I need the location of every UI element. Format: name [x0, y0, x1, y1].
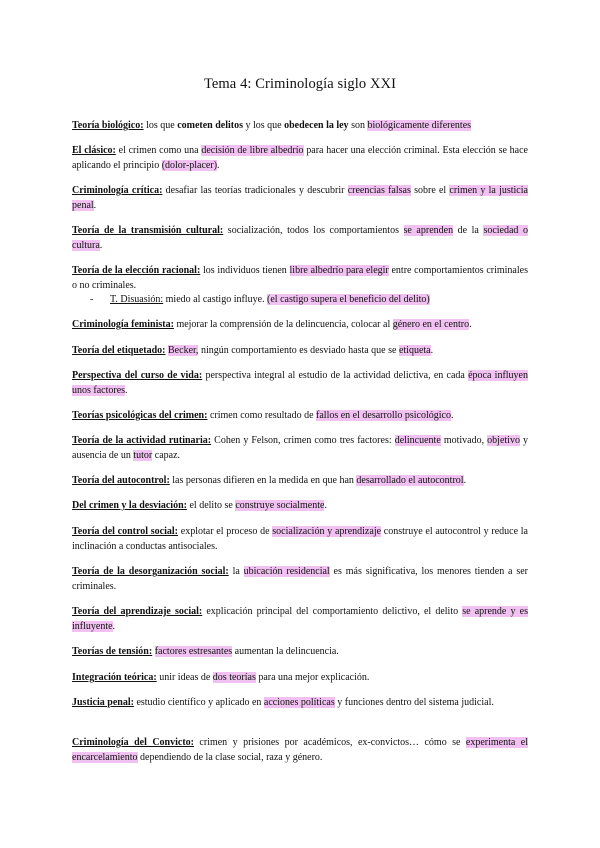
highlight: sociedad o cultura — [72, 225, 528, 251]
highlight: desarrollado el autocontrol — [356, 475, 464, 486]
entry-el-clasico — [72, 143, 528, 173]
entry-desorganizacion-social — [72, 564, 528, 594]
list-dash: - — [90, 294, 94, 305]
entry-teoria-autocontrol — [72, 473, 528, 488]
highlight: época influyen unos factores — [72, 370, 528, 396]
subentry-disuasion — [90, 292, 430, 307]
entry-term: El clásico: — [72, 145, 116, 156]
highlight: creencias falsas — [347, 185, 411, 196]
highlight: libre albedrío para elegir — [289, 265, 389, 276]
highlight: (dolor-placer) — [161, 160, 218, 171]
highlight: construye socialmente — [235, 500, 325, 511]
entry-teoria-biologico — [72, 118, 528, 133]
highlight: Becker, — [168, 345, 199, 356]
entry-eleccion-racional — [72, 263, 528, 293]
entry-term: Criminología crítica: — [72, 185, 163, 196]
entry-text: aumentan la delincuencia. — [232, 646, 339, 657]
entry-term: Teorías psicológicas del crimen: — [72, 410, 208, 421]
entry-text: explotar el proceso de — [178, 526, 273, 537]
entry-criminologia-convicto — [72, 735, 528, 765]
entry-transmision-cultural — [72, 223, 528, 253]
entry-text: para hacer una elección criminal. Esta elección se hace aplicando el principio — [72, 145, 528, 171]
entry-term: Teoría del control social: — [72, 526, 179, 537]
entry-term: Teoría de la transmisión cultural: — [72, 225, 224, 236]
entry-crimen-desviacion — [72, 498, 528, 513]
entry-text: . — [463, 475, 467, 486]
highlight: objetivo — [487, 435, 520, 446]
entry-text: explicación principal del comportamiento delictivo, el delito — [202, 606, 463, 617]
entry-term: Teoría de la actividad rutinaria: — [72, 435, 212, 446]
entry-text: y los que — [243, 120, 285, 131]
entry-text: el crimen como una — [115, 145, 202, 156]
entry-text: . — [324, 500, 327, 511]
entry-term: Del crimen y la desviación: — [72, 500, 187, 511]
entry-teoria-etiquetado — [72, 343, 528, 358]
entry-text: . — [112, 621, 116, 632]
highlight: etiqueta — [398, 345, 431, 356]
entry-text: construye el autocontrol y reduce la inclinación a conductas antisociales. — [72, 526, 528, 552]
entry-text: desafiar las teorías tradicionales y descubrir — [162, 185, 348, 196]
entry-text: entre comportamientos criminales o no criminales. — [72, 265, 528, 291]
entry-term: Teorías de tensión: — [72, 646, 153, 657]
entry-text: . — [430, 345, 434, 356]
entry-term: Teoría del aprendizaje social: — [72, 606, 203, 617]
entry-text: y ausencia de un — [72, 435, 529, 461]
entry-criminologia-feminista — [72, 317, 528, 332]
entry-text: motivado, — [440, 435, 488, 446]
entry-text: miedo al castigo influye. — [163, 294, 268, 305]
entry-text: capaz. — [152, 450, 181, 461]
subentry-label: T. Disuasión: — [110, 294, 164, 305]
entry-teorias-psicologicas — [72, 408, 528, 423]
entry-term: Teoría del autocontrol: — [72, 475, 170, 486]
entry-text: ningún comportamiento es desviado hasta que se — [198, 345, 399, 356]
entry-text: la — [228, 566, 244, 577]
entry-text: crimen y prisiones por académicos, ex-convictos… cómo se — [193, 737, 466, 748]
entry-criminologia-critica — [72, 183, 528, 213]
entry-term: Teoría del etiquetado: — [72, 345, 166, 356]
page-title: Tema 4: Criminología siglo XXI — [203, 76, 397, 92]
highlight: acciones políticas — [263, 697, 335, 708]
entry-curso-de-vida — [72, 368, 528, 398]
entry-text: socialización, todos los comportamientos — [223, 225, 404, 236]
entry-text: . — [99, 240, 103, 251]
entry-text: . — [125, 385, 128, 396]
highlight: dos teorías — [212, 672, 256, 683]
entry-text: mejorar la comprensión de la delincuencia, colocar al — [173, 319, 393, 330]
entry-aprendizaje-social — [72, 604, 528, 634]
entry-justicia-penal — [72, 695, 528, 710]
entry-text: crimen como resultado de — [207, 410, 317, 421]
highlight: se aprenden — [403, 225, 454, 236]
entry-actividad-rutinaria — [72, 433, 528, 463]
entry-term: Justicia penal: — [72, 697, 134, 708]
highlight: fallos en el desarrollo psicológico — [316, 410, 451, 421]
entry-term: Criminología del Convicto: — [72, 737, 194, 748]
entry-text: . — [217, 160, 220, 171]
entry-control-social — [72, 524, 528, 554]
entry-text: son — [348, 120, 368, 131]
highlight: se aprende y es influyente — [72, 606, 528, 632]
entry-text: . — [93, 200, 97, 211]
entry-text: para una mejor explicación. — [255, 672, 370, 683]
bold-text: obedecen la ley — [284, 120, 349, 131]
highlight: ubicación residencial — [243, 566, 330, 577]
highlight: (el castigo supera el beneficio del delito) — [267, 294, 430, 305]
entry-text: los individuos tienen — [200, 265, 290, 276]
highlight: tutor — [133, 450, 153, 461]
entry-text: sobre el — [410, 185, 450, 196]
entry-term: Integración teórica: — [72, 672, 157, 683]
highlight: socialización y aprendizaje — [272, 526, 382, 537]
entry-text: y funciones dentro del sistema judicial. — [334, 697, 494, 708]
entry-term: Teoría de la elección racional: — [72, 265, 201, 276]
entry-teorias-tension — [72, 644, 528, 659]
entry-text: Cohen y Felson, crimen como tres factores: — [211, 435, 395, 446]
entry-term: Perspectiva del curso de vida: — [72, 370, 203, 381]
entry-term: Teoría de la desorganización social: — [72, 566, 229, 577]
highlight: factores estresantes — [154, 646, 233, 657]
highlight: decisión de libre albedrío — [201, 145, 304, 156]
entry-text: el delito se — [186, 500, 236, 511]
entry-text: los que — [143, 120, 178, 131]
entry-text: unir ideas de — [156, 672, 213, 683]
entry-text: . — [451, 410, 454, 421]
entry-integracion-teorica — [72, 670, 528, 685]
entry-text: es más significativa, los menores tienden a ser criminales. — [72, 566, 528, 592]
highlight: crimen y la justicia penal — [72, 185, 528, 211]
entry-text: estudio científico y aplicado en — [133, 697, 264, 708]
highlight: experimenta el encarcelamiento — [72, 737, 528, 763]
entry-term: Teoría biológico: — [72, 120, 144, 131]
bold-text: cometen delitos — [177, 120, 244, 131]
entry-text: dependiendo de la clase social, raza y género. — [137, 752, 323, 763]
entry-text: perspectiva integral al estudio de la actividad delictiva, en cada — [202, 370, 469, 381]
entry-text: las personas difieren en la medida en que han — [169, 475, 357, 486]
entry-text: . — [469, 319, 472, 330]
highlight: género en el centro — [392, 319, 470, 330]
highlight: delincuente — [394, 435, 441, 446]
entry-text: de la — [453, 225, 484, 236]
entry-term: Criminología feminista: — [72, 319, 174, 330]
highlight: biológicamente diferentes — [367, 120, 472, 131]
